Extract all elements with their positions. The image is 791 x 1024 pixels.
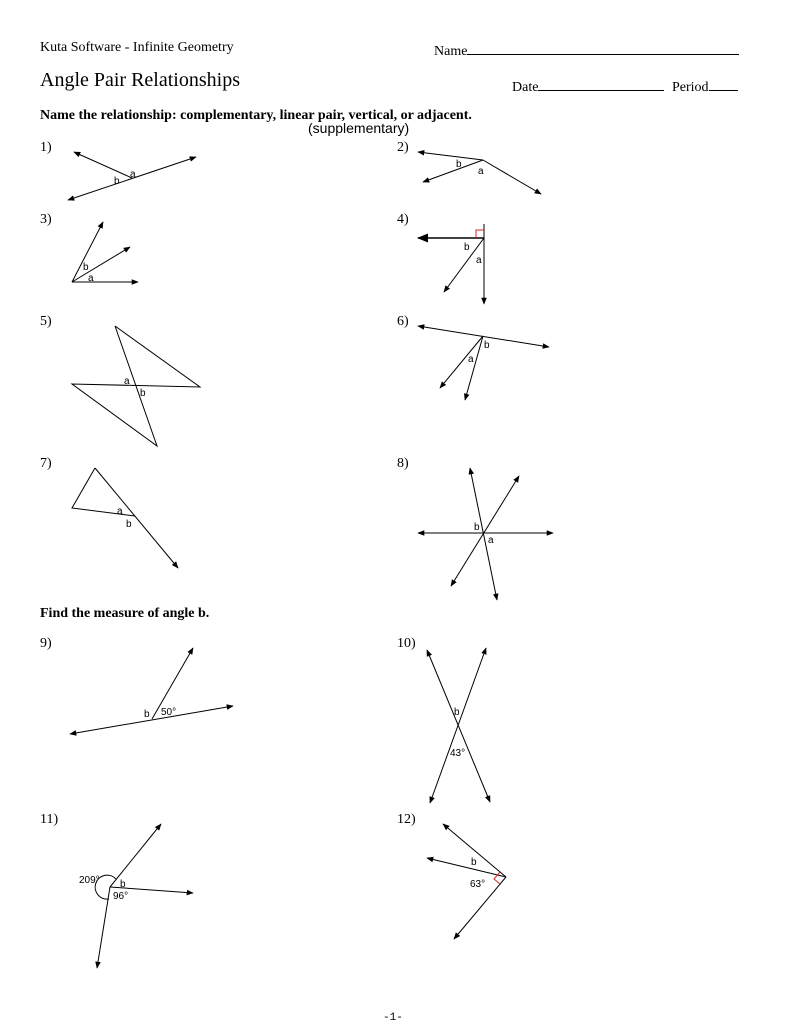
angle-label: a: [476, 255, 482, 266]
diagram-6: [418, 326, 549, 400]
section1-instruction: Name the relationship: complementary, linear pair, vertical, or adjacent.: [40, 108, 472, 123]
angle-label: b: [454, 707, 460, 718]
diagram-9: [70, 648, 233, 734]
problem-number: 8): [397, 456, 409, 471]
name-label: Name: [434, 44, 468, 59]
date-label: Date: [512, 80, 539, 95]
problem-number: 10): [397, 636, 416, 651]
angle-label: a: [478, 166, 484, 177]
diagram-11: [79, 824, 193, 968]
angle-label: b: [120, 879, 126, 890]
angle-label: a: [124, 376, 130, 387]
angle-label: b: [474, 522, 480, 533]
angle-label: 63°: [470, 879, 486, 890]
angle-label: a: [88, 273, 94, 284]
angle-label: 209°: [79, 875, 100, 886]
worksheet-title: Angle Pair Relationships: [40, 69, 240, 91]
diagram-4: [418, 224, 484, 304]
problem-number: 9): [40, 636, 52, 651]
angle-label: 96°: [113, 891, 129, 902]
section2-instruction: Find the measure of angle b.: [40, 606, 210, 621]
diagram-3: [72, 222, 138, 284]
angle-label: a: [117, 506, 123, 517]
problem-number: 11): [40, 812, 59, 827]
problem-number: 12): [397, 812, 416, 827]
problem-number: 2): [397, 140, 409, 155]
diagram-7: [72, 468, 178, 568]
angle-label: b: [126, 519, 132, 530]
right-angle-marker: [476, 230, 484, 238]
angle-label: b: [83, 262, 89, 273]
publisher: Kuta Software - Infinite Geometry: [40, 40, 234, 55]
period-label: Period: [672, 80, 709, 95]
angle-label: b: [464, 242, 470, 253]
problem-number: 5): [40, 314, 52, 329]
angle-label: a: [488, 535, 494, 546]
angle-label: b: [140, 388, 146, 399]
angle-label: b: [144, 709, 150, 720]
diagram-10: [427, 648, 490, 803]
angle-label: a: [130, 169, 136, 180]
angle-label: a: [468, 354, 474, 365]
angle-label: b: [484, 340, 490, 351]
problem-number: 4): [397, 212, 409, 227]
problem-number: 1): [40, 140, 52, 155]
handwritten-answer: (supplementary): [308, 120, 410, 136]
diagram-2: [418, 152, 541, 194]
page-number: -1-: [383, 1012, 403, 1024]
angle-label: b: [456, 159, 462, 170]
angle-label: b: [471, 857, 477, 868]
angle-label: 43°: [450, 748, 466, 759]
problem-number: 7): [40, 456, 52, 471]
problem-number: 6): [397, 314, 409, 329]
angle-label: 50°: [161, 707, 177, 718]
problem-number: 3): [40, 212, 52, 227]
diagram-8: [418, 468, 553, 600]
diagram-5: [72, 326, 200, 446]
angle-label: b: [114, 176, 120, 187]
diagram-1: [68, 152, 196, 200]
diagram-12: [427, 824, 506, 939]
right-angle-marker: [494, 872, 500, 884]
